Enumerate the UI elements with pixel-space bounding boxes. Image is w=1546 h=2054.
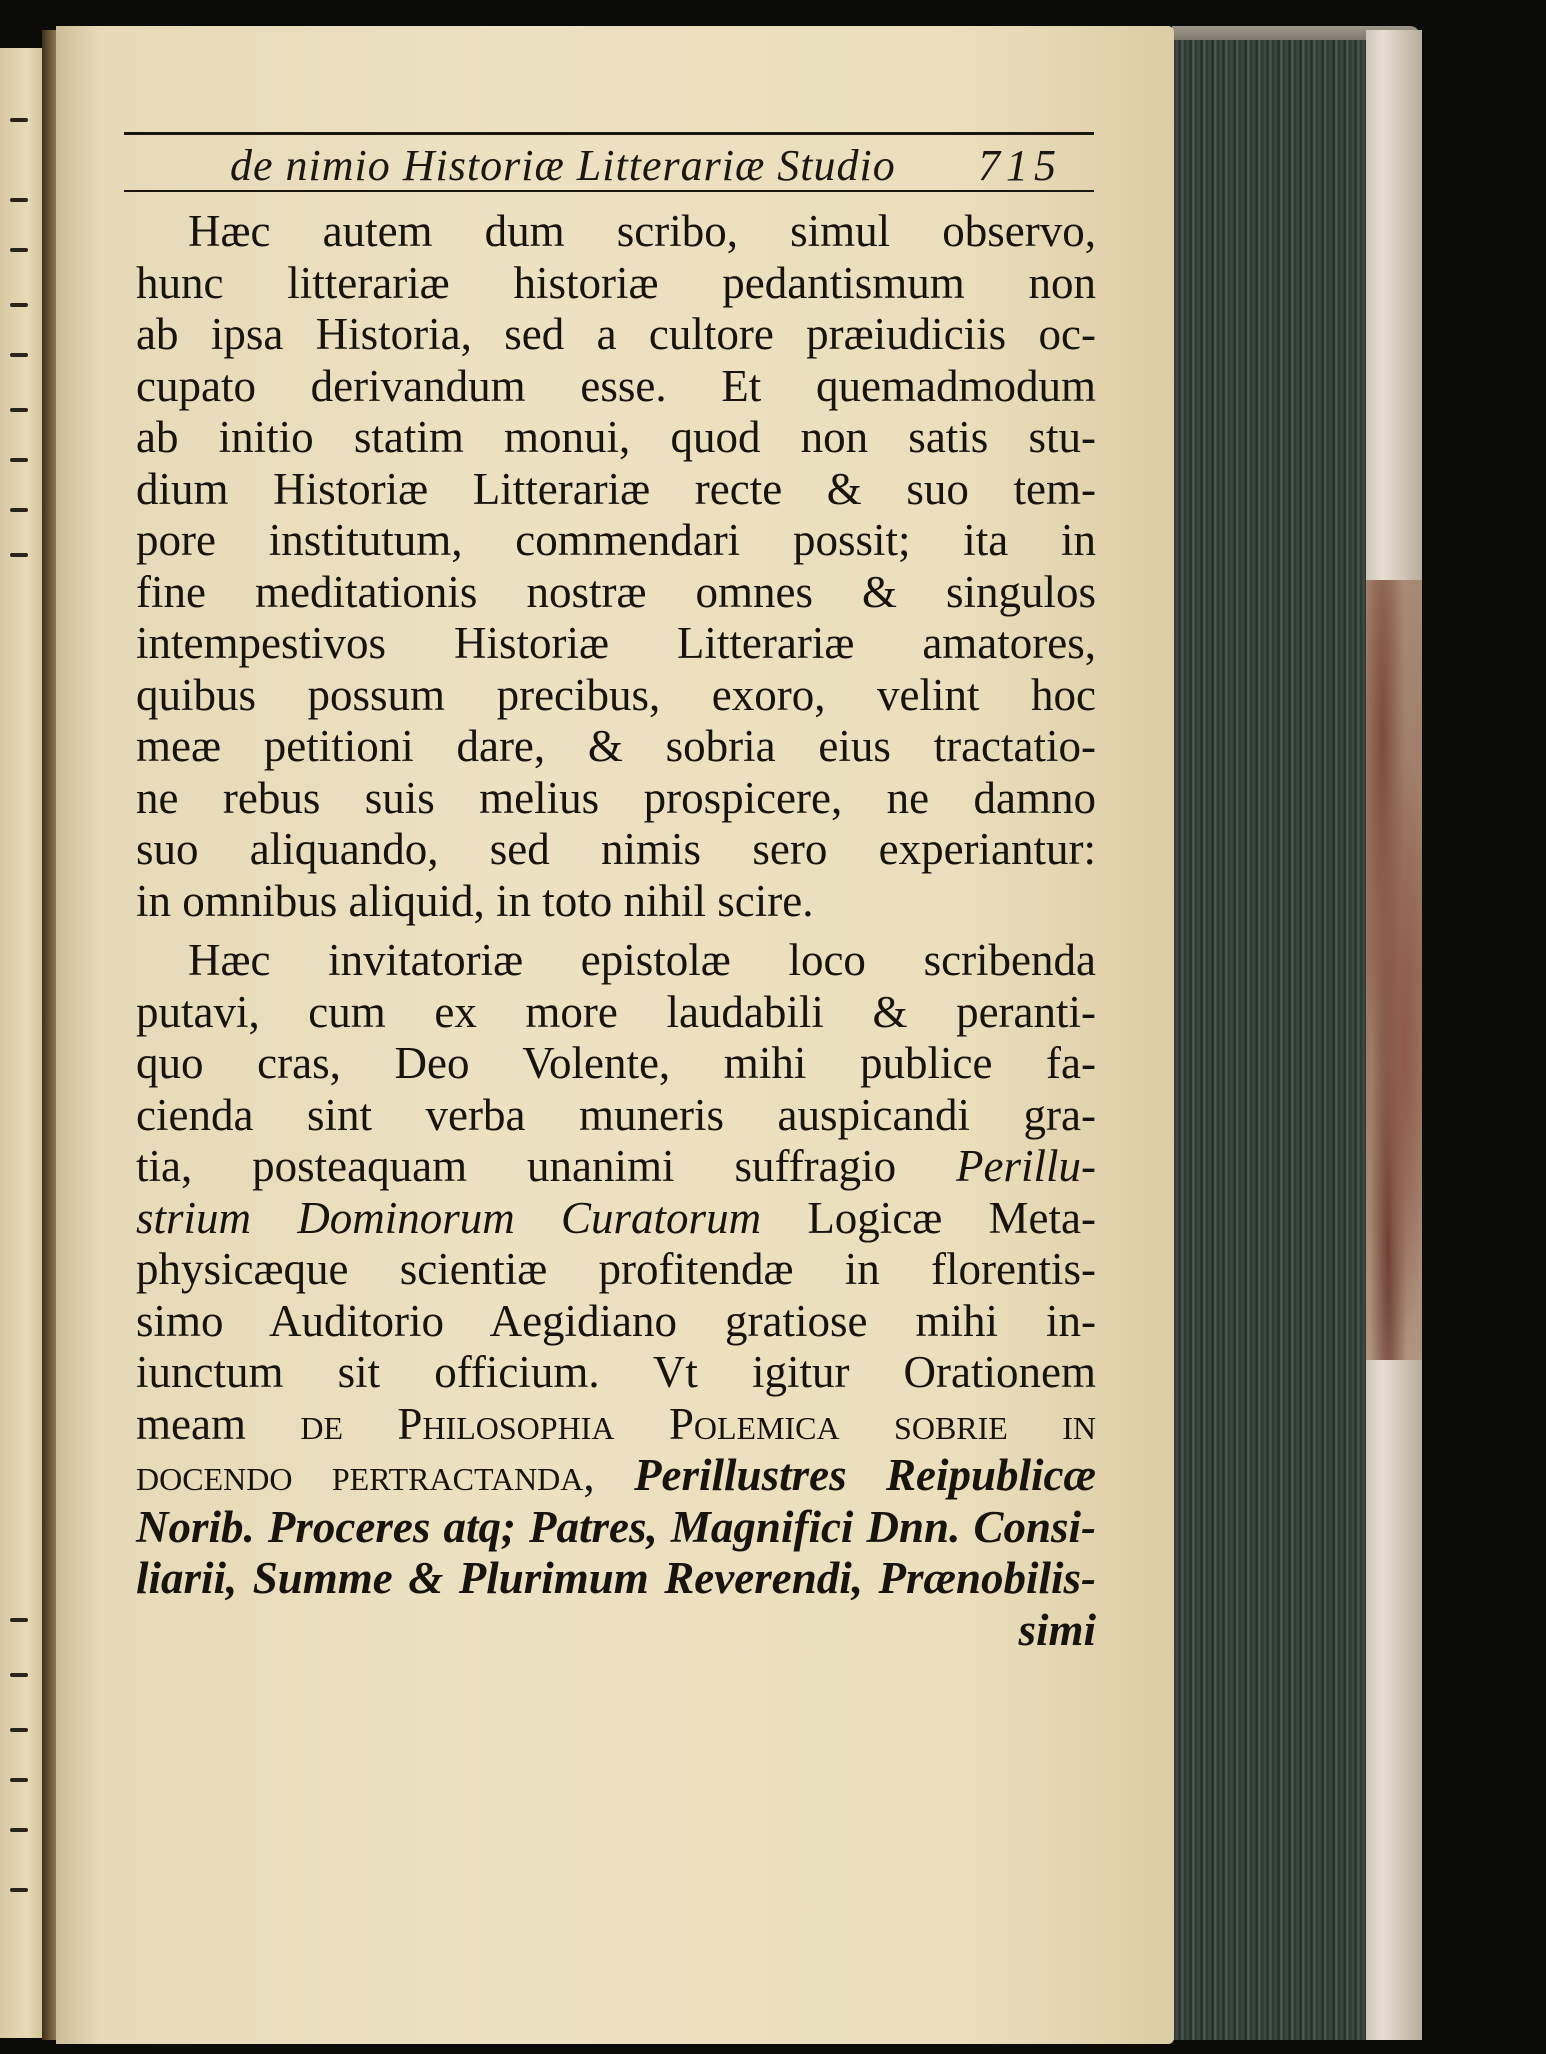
- running-title: de nimio Historiæ Litterariæ Studio: [230, 141, 896, 190]
- italic-run: Perillu-: [956, 1141, 1096, 1191]
- text-line: cienda sint verba muneris auspicandi gra-: [136, 1089, 1096, 1140]
- text-line: ab ipsa Historia, sed a cultore præiudiciis oc-: [136, 309, 1096, 359]
- text-line: ne rebus suis melius prospicere, ne damno: [136, 772, 1096, 823]
- marbled-cover-patch: [1366, 580, 1422, 1360]
- text-line: [136, 1193, 1096, 1245]
- facing-page-edge: [0, 48, 46, 2038]
- text-line: iunctum sit officium. Vt igitur Orationem: [136, 1347, 1096, 1397]
- body-text: [136, 206, 1096, 1656]
- text-line: Hæc autem dum scribo, simul observo,: [188, 206, 1096, 256]
- text-line: intempestivos Historiæ Litterariæ amatores,: [136, 618, 1096, 668]
- page-number: 715: [978, 141, 1062, 190]
- header-bottom-rule: [124, 190, 1094, 192]
- text-line: quibus possum precibus, exoro, velint hoc: [136, 669, 1096, 720]
- text-line: liarii, Summe & Plurimum Reverendi, Prænobilis-: [136, 1553, 1096, 1603]
- text-line: quo cras, Deo Volente, mihi publice fa-: [136, 1038, 1096, 1088]
- text-line: meæ petitioni dare, & sobria eius tractatio-: [136, 721, 1096, 771]
- text-run: meam: [136, 1398, 301, 1449]
- book-fore-edge: [1172, 40, 1372, 2040]
- text-run: Logicæ Meta-: [761, 1192, 1096, 1243]
- text-line: pore institutum, commendari possit; ita in: [136, 515, 1096, 565]
- text-line: [136, 1399, 1096, 1451]
- catchword: simi: [1018, 1604, 1096, 1655]
- text-line: in omnibus aliquid, in toto nihil scire.: [136, 875, 814, 926]
- small-caps-run: de Philosophia Polemica sobrie in: [300, 1398, 1096, 1449]
- text-line: physicæque scientiæ profitendæ in florentis-: [136, 1244, 1096, 1294]
- text-line: hunc litterariæ historiæ pedantismum non: [136, 257, 1096, 308]
- text-line: Hæc invitatoriæ epistolæ loco scribenda: [188, 935, 1096, 985]
- text-line: putavi, cum ex more laudabili & peranti-: [136, 986, 1096, 1037]
- text-line: Norib. Proceres atq; Patres, Magnifici Dnn. Consi-: [136, 1501, 1096, 1552]
- text-line: simo Auditorio Aegidiano gratiose mihi in-: [136, 1295, 1096, 1346]
- text-line: fine meditationis nostræ omnes & singulos: [136, 566, 1096, 617]
- italic-run: strium Dominorum Curatorum: [136, 1192, 762, 1243]
- text-run: ,: [583, 1450, 635, 1500]
- italic-run: Perillustres Reipublicæ: [634, 1450, 1096, 1500]
- text-line: cupato derivandum esse. Et quemadmodum: [136, 360, 1096, 411]
- text-line: [136, 1450, 1096, 1502]
- text-line: [136, 1141, 1096, 1193]
- text-line: suo aliquando, sed nimis sero experiantur:: [136, 824, 1096, 874]
- text-line: dium Historiæ Litterariæ recte & suo tem-: [136, 463, 1096, 514]
- small-caps-run: docendo pertractanda: [136, 1450, 584, 1500]
- facing-page-text-fragments: [0, 48, 46, 2038]
- text-run: tia, posteaquam unanimi suffragio: [136, 1141, 957, 1191]
- text-line: ab initio statim monui, quod non satis stu-: [136, 412, 1096, 462]
